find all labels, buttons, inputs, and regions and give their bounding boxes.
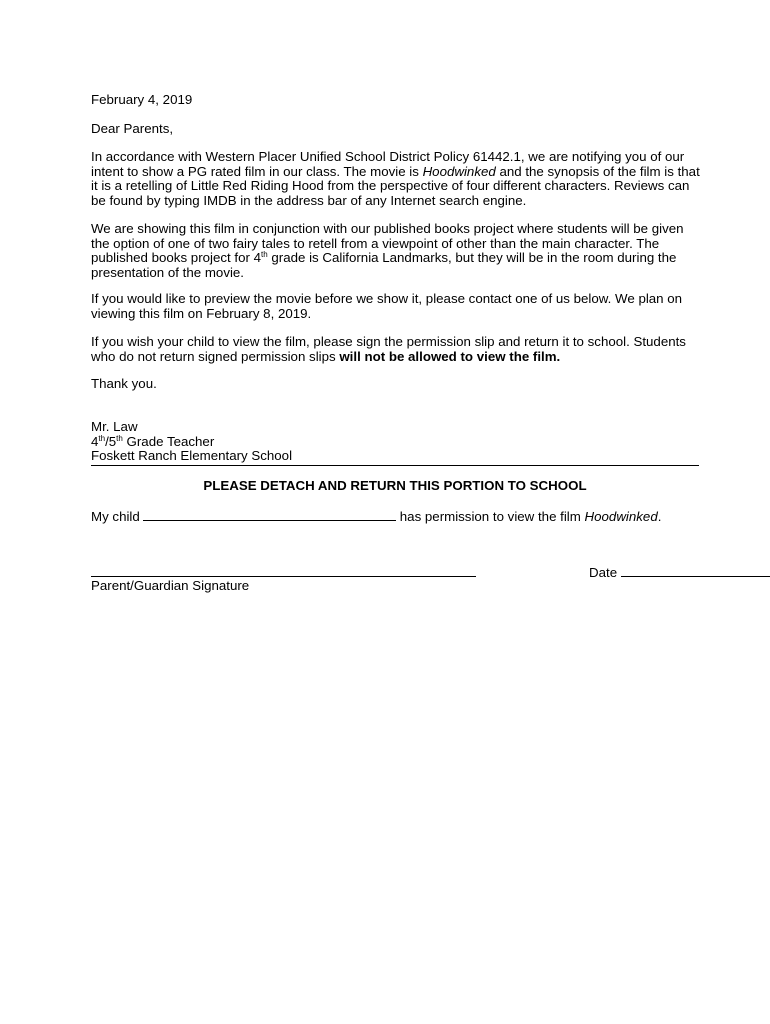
permission-warning: will not be allowed to view the film.: [339, 348, 561, 364]
paragraph-books-text-start: We are showing this film in conjunction with our published books project where students will be given the option of one of two fairy tales to retell from a viewpoint of other than the main character. The published books project for 4: [91, 221, 684, 265]
paragraph-policy-text-end: and the synopsis of the film is that it is a retelling of Little Red Riding Hood from the perspective of four different characters. Reviews can be found by typing IMDB in the address bar of any Internet search engine.: [91, 163, 700, 208]
paragraph-books-text-end: grade is California Landmarks, but they will be in the room during the presentation of the movie.: [91, 250, 677, 280]
grade-title: Grade Teacher: [122, 433, 215, 449]
grade-b-suffix: th: [116, 433, 123, 443]
permission-text: has permission to view the film: [399, 509, 585, 524]
paragraph-policy-text-start: In accordance with Western Placer Unified School District Policy 61442.1, we are notifying you of our intent to show a PG rated film in our class. The movie is: [91, 149, 685, 179]
parent-signature-field[interactable]: [91, 564, 476, 577]
date-field[interactable]: [621, 564, 770, 577]
letter-date: February 4, 2019: [91, 92, 193, 107]
date-field-group: [589, 564, 770, 581]
teacher-title: [91, 435, 703, 450]
film-title: Hoodwinked: [422, 163, 496, 179]
paragraph-policy-notice: [91, 150, 703, 208]
detach-title: PLEASE DETACH AND RETURN THIS PORTION TO SCHOOL: [203, 478, 587, 493]
detach-divider: [91, 465, 699, 466]
paragraph-permission: [91, 335, 703, 364]
child-name-field[interactable]: [143, 508, 396, 521]
school-name: Foskett Ranch Elementary School: [91, 448, 293, 463]
paragraph-books-project: [91, 222, 703, 280]
paragraph-permission-text: If you wish your child to view the film, please sign the permission slip and return it to school. Students who do not return signed permission slips: [91, 334, 686, 364]
slip-film-title: Hoodwinked: [584, 509, 658, 524]
parent-signature-label: Parent/Guardian Signature: [91, 578, 250, 593]
ordinal-suffix: th: [261, 250, 268, 259]
child-permission-line: [91, 508, 661, 525]
slip-period: .: [657, 509, 662, 524]
closing-thanks: Thank you.: [91, 376, 157, 391]
grade-a: 4: [91, 433, 99, 449]
child-label: My child: [91, 509, 140, 524]
date-label: Date: [589, 565, 618, 580]
grade-separator: /5: [105, 433, 117, 449]
letter-greeting: Dear Parents,: [91, 121, 174, 136]
paragraph-preview: If you would like to preview the movie before we show it, please contact one of us below. We plan on viewing this film on February 8, 2019.: [91, 291, 683, 321]
signature-block: [91, 420, 703, 464]
teacher-name: Mr. Law: [91, 419, 138, 434]
grade-a-suffix: th: [98, 433, 106, 443]
